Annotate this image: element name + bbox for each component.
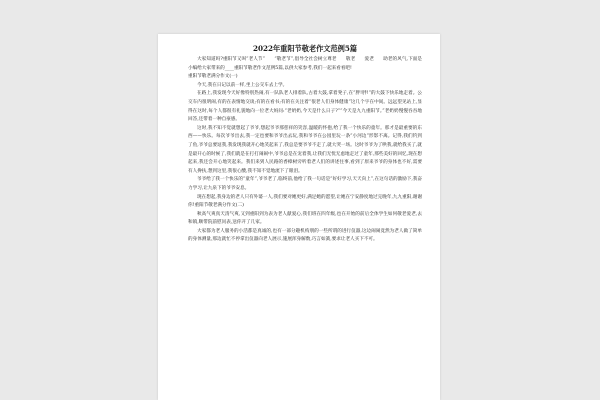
paragraph: 现在想起,我身边的老人只有外婆一人,我们要对她更好,满足她的愿望,让她在宁安静度地过完晚年,九九重阳,谢谢你!重阳节敬老满分作文(二) bbox=[188, 194, 422, 209]
document-page bbox=[158, 34, 440, 400]
paragraph: 大家都为老人服务的小活都是真诚的,也有一部分趣机构朋的一些所谓的进行仪器,这边闹闹竟然为老人做了简单的身体测量,那边就忙不停拿出仪器向老人展示,施展浑身解数,巧言如簧,要求让老人买下不可。 bbox=[188, 228, 422, 243]
document-title: 2022年重阳节敬老作文范例5篇 bbox=[252, 44, 358, 53]
section-heading-1: 重阳节敬老满分作文(一) bbox=[188, 74, 238, 80]
paragraph: 今天,我在日记以前一样,坐上公交车去上学。 bbox=[197, 82, 288, 88]
paragraph: 秋高气爽真天清气爽,又到重阳到为表为老人献爱心,我们班在四年级,也在开始的前后全体学生如何敬老爱老,去和镇,顺带院前慰问表,送你开了几家。 bbox=[188, 211, 422, 226]
page-content bbox=[188, 44, 422, 245]
paragraph-intro: 大家知道吗?重阳节又叫“老人节” “敬老节”,倡导全社会树立尊老 敬老 爱老 助老的风气,下面是小编给大家带来的____重阳节敬老作文范例5篇,以供大家参考,我们一起来看看吧! bbox=[188, 57, 422, 71]
paragraph: 爷爷给了我一个快乐的“童年”,爷爷老了,临终前,他给了我一句话是“好好学习,天天向上”,在这句话的激励下,我奋力学习,让九泉下的爷爷安息。 bbox=[188, 177, 422, 191]
paragraph: 这时,我不知不觉就想起了爷爷,想起爷爷那慈祥的笑容,温暖的怀抱,给了我一个快乐的童年。那才是最重要的东西——快乐。每次爷爷出去,我一定也要和爷爷出去玩,我和爷爷在公园里玩一条“小河边”形影不离。记得,我们钓到了鱼,爷爷总要逗我,我发现我就开心地笑起来了,我总是要爷爷不走了,就大哭一场。这时爷爷为了哄我,就给我买了,就是最开心的时候了,我们就是在打打闹闹中,爷爷总是在宠着我,让我们无忧无虑地走过了童年,那些美好的回忆,现在想起来,我还会开心地笑起来。我们来到人民路的香樟树旁听着老人们的讲述往事,看到了原来爷爷的身体也不好,需要有人搀扶,想到这里,我很心酸,我不知不觉地流下了眼泪。 bbox=[188, 125, 422, 174]
paragraph: 在路上,我发现今天好像特别热闹,有一队队老人排着队,古着大鼓,拿着凳子,在“胖!胖!”的大鼓下快乐地走着。公交车内很明闹,有的在表情地交谈;有的在看书;有的在关注着“很老人们身体健康”这几个字在中间。远远望见站上,显得在这时,每个人都很有礼貌地向一位老大妈问:“老奶奶,今天是什么日子?”“今天是九九重阳节。”老奶奶慢慢吞吞地回答,还带着一种自豪感。 bbox=[188, 91, 422, 123]
